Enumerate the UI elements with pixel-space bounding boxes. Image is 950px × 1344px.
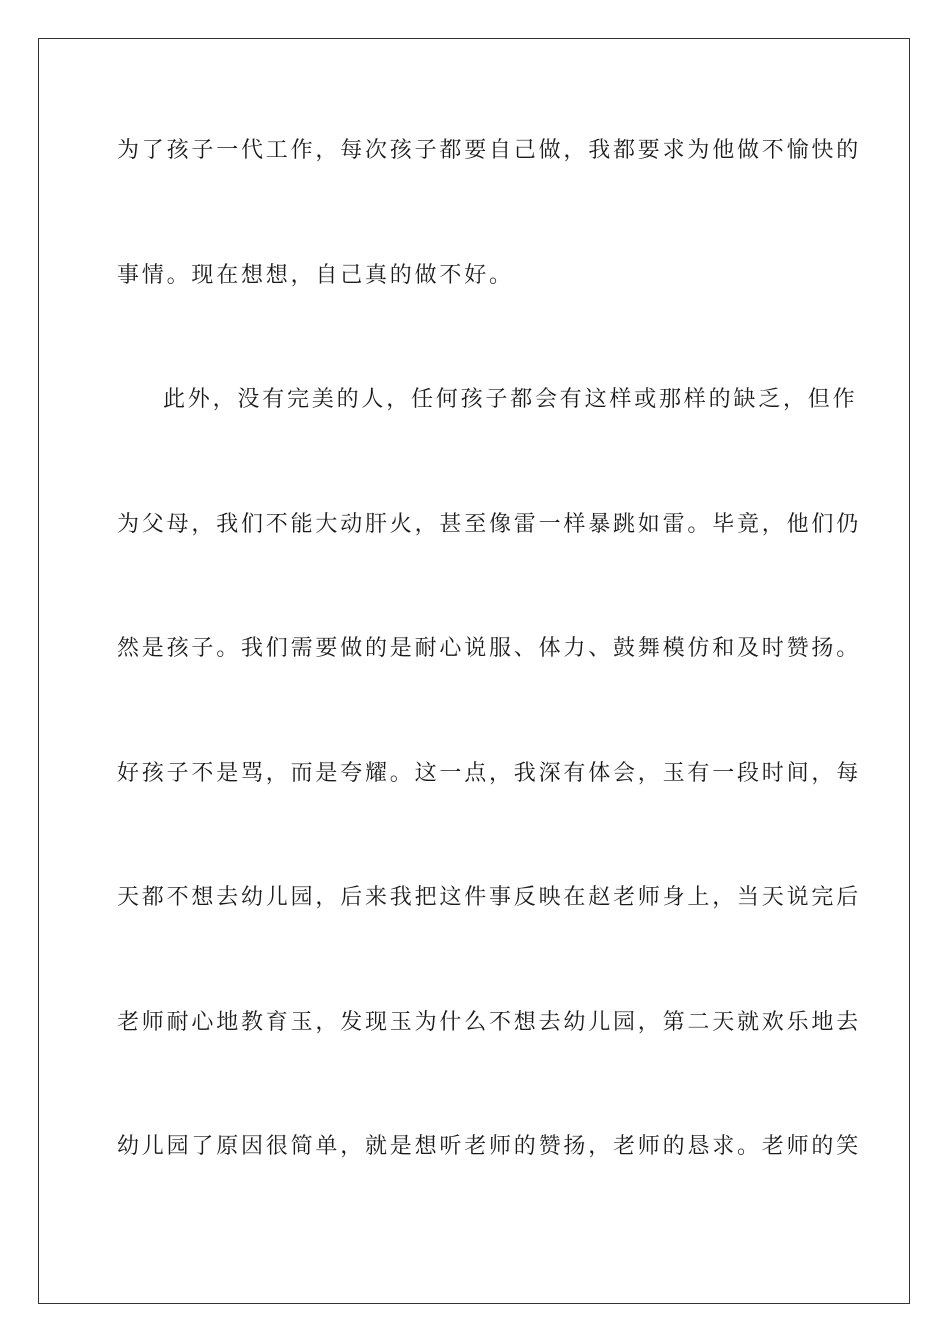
paragraph-start-line: 此外，没有完美的人，任何孩子都会有这样或那样的缺乏，但作: [163, 387, 858, 412]
text-line: 好孩子不是骂，而是夸耀。这一点，我深有体会，玉有一段时间，每: [117, 761, 862, 786]
text-line: 为父母，我们不能大动肝火，甚至像雷一样暴跳如雷。毕竟，他们仍: [117, 512, 862, 537]
text-line: 然是孩子。我们需要做的是耐心说服、体力、鼓舞模仿和及时赞扬。: [117, 636, 862, 661]
text-line: 事情。现在想想，自己真的做不好。: [117, 263, 514, 288]
text-line: 天都不想去幼儿园，后来我把这件事反映在赵老师身上，当天说完后: [117, 885, 862, 910]
text-line: 幼儿园了原因很简单，就是想听老师的赞扬，老师的恳求。老师的笑: [117, 1134, 862, 1159]
text-line: 为了孩子一代工作，每次孩子都要自己做，我都要求为他做不愉快的: [117, 138, 862, 163]
text-line: 老师耐心地教育玉，发现玉为什么不想去幼儿园，第二天就欢乐地去: [117, 1010, 862, 1035]
page-border: [38, 38, 910, 1304]
